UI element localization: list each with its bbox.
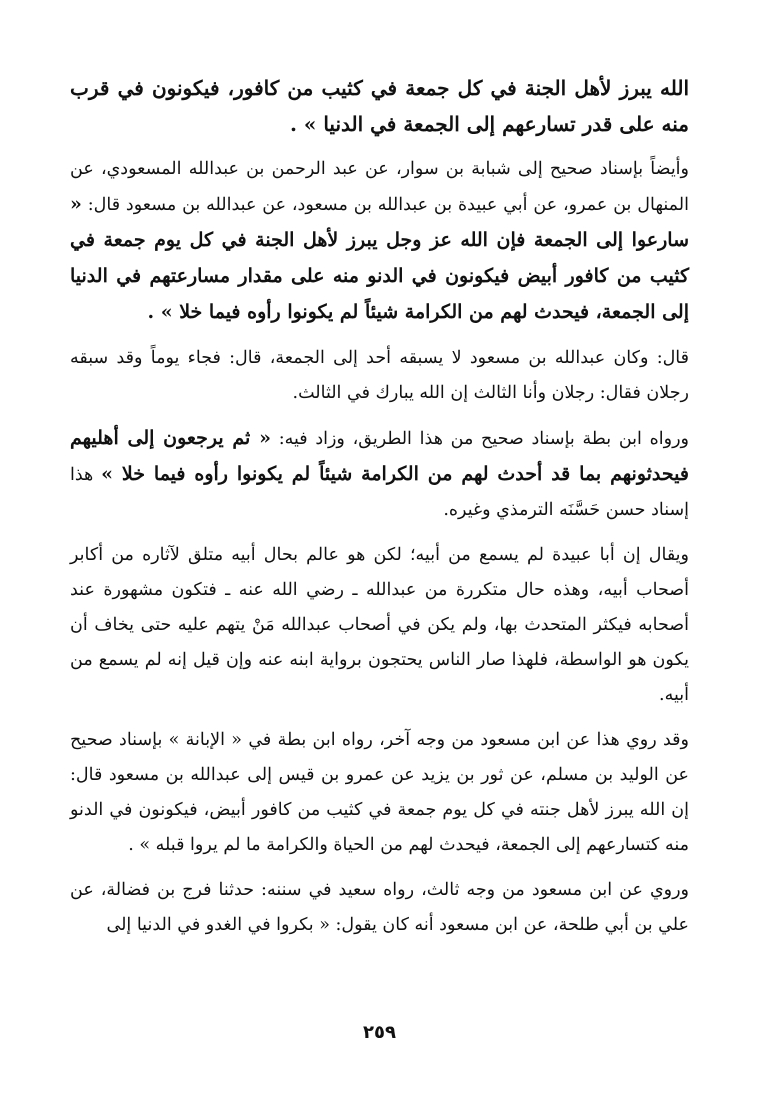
paragraph-text: ويقال إن أبا عبيدة لم يسمع من أبيه؛ لكن هو عالم بحال أبيه متلق لآثاره من أكابر أصحاب أبيه، وهذه حال متكررة من عبدالله ـ رضي الله عنه ـ فتكون مشهورة عند أصحابه فيكثر المتحدث بها، ولم يكن في أصحاب عبدالله مَنْ يتهم عليه حتى يخاف أن يكون هو الواسطة، فلهذا صار الناس يحتجون برواية ابنه عنه وإن قيل إنه لم يسمع من أبيه. <box>70 545 689 705</box>
paragraph-text: وروي عن ابن مسعود من وجه ثالث، رواه سعيد في سننه: حدثنا فرج بن فضالة، عن علي بن أبي طلحة، عن ابن مسعود أنه كان يقول: « بكروا في الغدو في الدنيا إلى <box>70 880 689 935</box>
hadith-quote: « ثم يرجعون إلى أهليهم فيحدثونهم بما قد أحدث لهم من الكرامة شيئاً لم يكونوا رأوه فيما خلا » <box>70 427 689 485</box>
paragraph-text: وقد روي هذا عن ابن مسعود من وجه آخر، رواه ابن بطة في « الإبانة » بإسناد صحيح عن الوليد بن مسلم، عن ثور بن يزيد عن عمرو بن قيس إلى عبدالله بن مسعود قال: إن الله يبرز لأهل جنته في كل يوم جمعة في كثيب من كافور أبيض، فيكونون في الدنو منه كتسارعهم إلى الجمعة، فيحدث لهم من الحياة والكرامة ما لم يروا قبله » . <box>70 730 689 855</box>
paragraph-7 <box>70 873 689 943</box>
paragraph-5 <box>70 538 689 713</box>
paragraph-text: ورواه ابن بطة بإسناد صحيح من هذا الطريق، وزاد فيه: <box>278 429 689 449</box>
paragraph-2 <box>70 152 689 331</box>
page-body <box>70 70 689 953</box>
paragraph-text: قال: وكان عبدالله بن مسعود لا يسبقه أحد إلى الجمعة، قال: فجاء يوماً وقد سبقه رجلان فقال: رجلان وأنا الثالث إن الله يبارك في الثالث. <box>70 348 689 403</box>
paragraph-4 <box>70 421 689 528</box>
paragraph-text: وأيضاً بإسناد صحيح إلى شبابة بن سوار، عن عبد الرحمن بن عبدالله المسعودي، عن المنهال بن عمرو، عن أبي عبيدة بن عبدالله بن مسعود، عن عبدالله بن مسعود قال: <box>70 159 689 215</box>
hadith-quote: « سارعوا إلى الجمعة فإن الله عز وجل يبرز لأهل الجنة في كل يوم جمعة في كثيب من كافور أبيض فيكونون في الدنو منه على مقدار مسارعتهم في الدنيا إلى الجمعة، فيحدث لهم من الكرامة شيئاً لم يكونوا رأوه فيما خلا » . <box>70 193 689 323</box>
page-number: ٢٥٩ <box>363 1022 396 1043</box>
paragraph-1 <box>70 70 689 142</box>
hadith-quote: الله يبرز لأهل الجنة في كل جمعة في كثيب من كافور، فيكونون في قرب منه على قدر تسارعهم إلى الجمعة في الدنيا » . <box>70 76 689 136</box>
paragraph-text: هذا إسناد حسن حَسَّنَه الترمذي وغيره. <box>70 465 689 520</box>
paragraph-6 <box>70 723 689 863</box>
paragraph-3 <box>70 341 689 411</box>
